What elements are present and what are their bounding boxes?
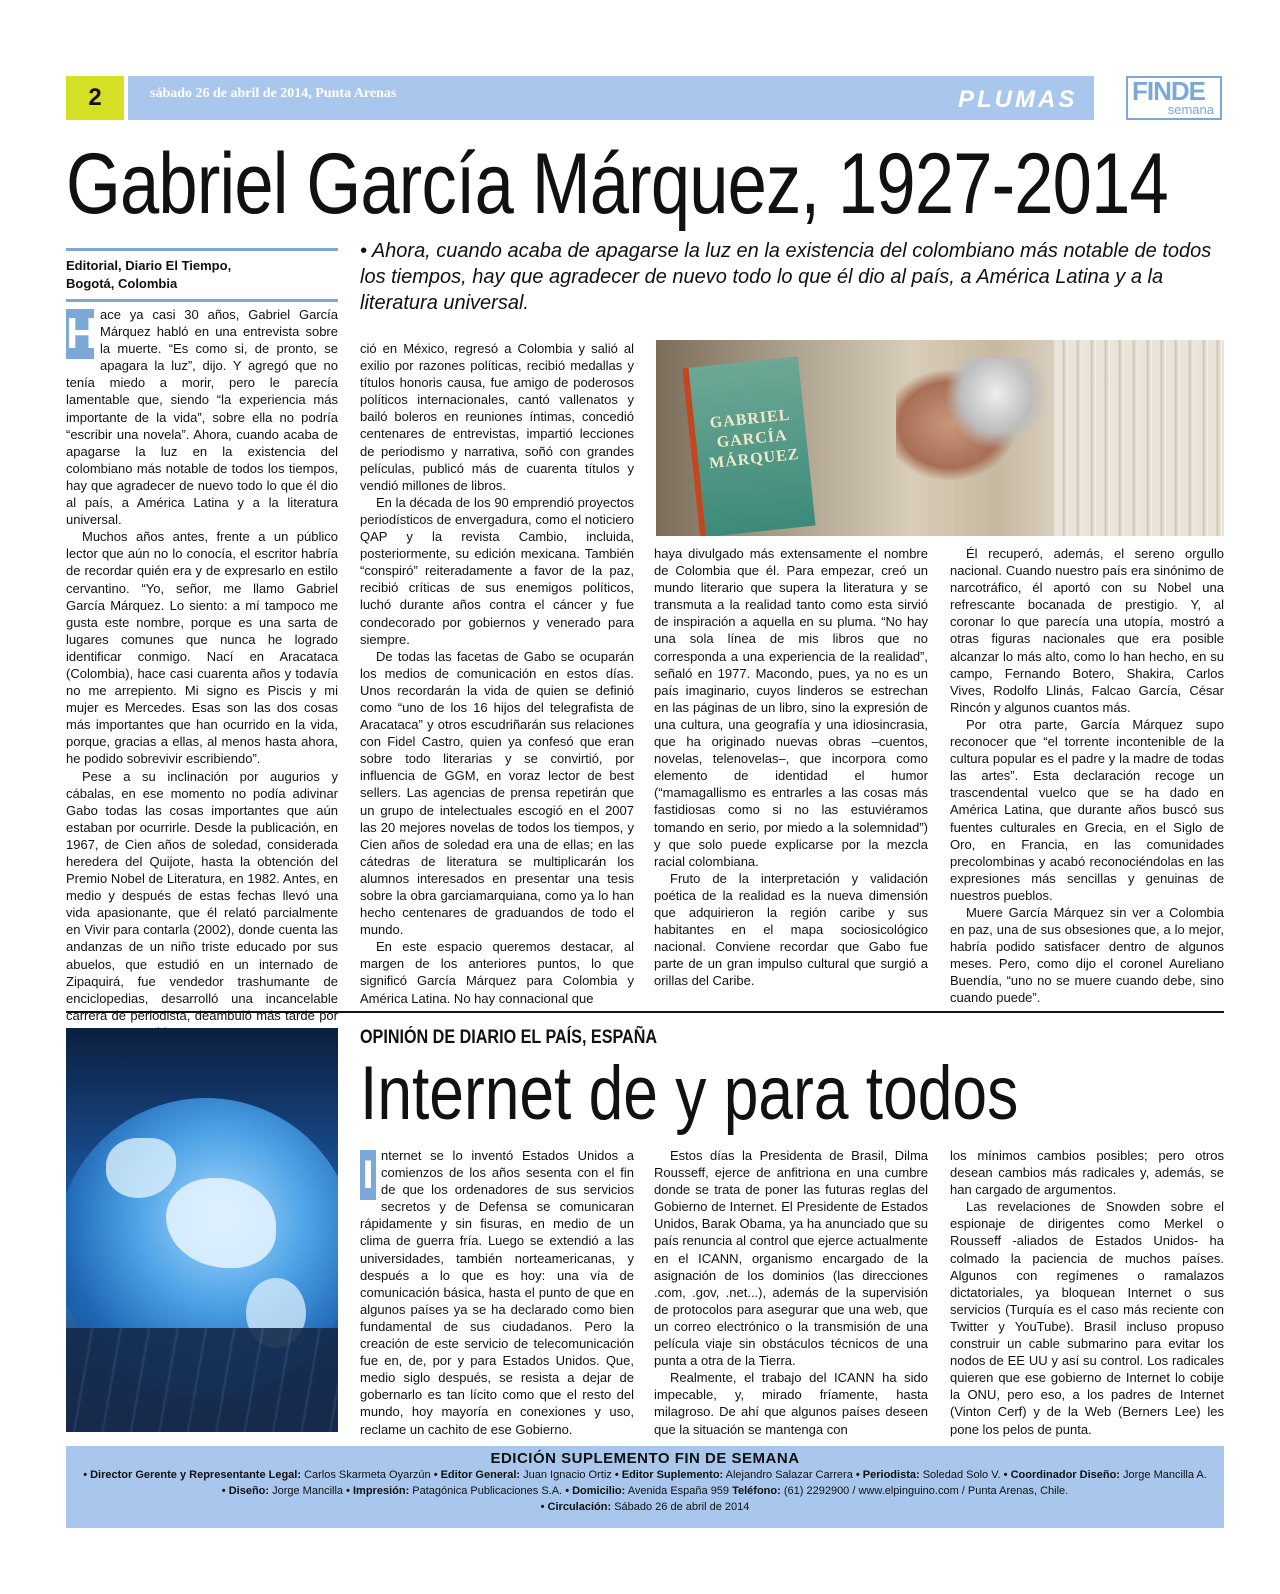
- book-cover: [682, 356, 815, 536]
- byline-location: Bogotá, Colombia: [66, 276, 178, 291]
- paragraph: En este espacio queremos destacar, al margen de los anteriores puntos, lo que significó García Márquez para Colombia y América Latina. No hay connacional que: [360, 939, 634, 1006]
- paragraph: Realmente, el trabajo del ICANN ha sido impecable, y, mirado fríamente, hasta milagroso. De ahí que algunos países deseen que la situación se mantenga con: [654, 1370, 928, 1437]
- credit-value: Soledad Solo V.: [922, 1469, 1001, 1481]
- paragraph: haya divulgado más extensamente el nombre de Colombia que él. Para empezar, creó un mundo literario que supera la literatura y se transmuta a la realidad tanto como esta sirvió de inspiración a aquella en su pluma. “No hay una sola línea de mis libros que no corresponda a una experiencia de la realidad”, señaló en 1977. Macondo, pues, ya no es un país imaginario, cuyos linderos se estrechan en las páginas de un libro, sino la expresión de una cultura, una geografía y una idiosincrasia, que ha originado nuevas obras –cuentos, novelas, telenovelas–, que incorpora como elemento de identidad el humor (“mamagallismo es entrarles a las cosas más fastidiosas como si no las estuviéramos tomando en serio, por miedo a la solemnidad”) y que solo puede explicarse por la mezcla racial colombiana.: [654, 546, 928, 869]
- paragraph: [360, 1147, 634, 1438]
- article2-column-3: [950, 1147, 1224, 1438]
- footer-credits-line-3: [66, 1499, 1224, 1515]
- section-divider: [66, 1011, 1224, 1013]
- headline-garcia-marquez: Gabriel García Márquez, 1927-2014: [66, 136, 1168, 232]
- credit-value: Avenida España 959: [627, 1485, 730, 1497]
- dateline: sábado 26 de abril de 2014, Punta Arenas: [150, 86, 397, 101]
- bookshelf: [1054, 340, 1224, 536]
- article1-column-4: [950, 545, 1224, 1007]
- portrait-hair: [946, 358, 1046, 448]
- credit-key: • Circulación:: [540, 1501, 612, 1513]
- credit-key: • Periodista:: [855, 1469, 920, 1481]
- photo-garcia-marquez-reading: [656, 340, 1224, 536]
- credit-key: • Impresión:: [346, 1485, 410, 1497]
- byline: [66, 248, 338, 302]
- paragraph: ció en México, regresó a Colombia y salió al exilio por razones políticas, recibió medallas y títulos honoris causa, fue amigo de poderosos políticos internacionales, cantó vallenatos y bailó boleros en reuniones íntimas, concedió centenares de entrevistas, impartió lecciones de periodismo y narrativa, soñó con grandes películas, publicó más de cuarenta títulos y vendió millones de libros.: [360, 341, 634, 493]
- paragraph: Muchos años antes, frente a un público lector que aún no lo conocía, el escritor habría de recordar quién era y de expresarlo en estilo cervantino. “Yo, señor, me llamo Gabriel García Márquez. Lo siento: a mí tampoco me gusta este nombre, porque es una sarta de lugares comunes que nunca he logrado identificar conmigo. Nací en Aracataca (Colombia), hace casi cuarenta años y todavía no me arrepiento. Mi signo es Piscis y mi mujer es Mercedes. Esas son las dos cosas más importantes que han ocurrido en la vida, porque, gracias a ellas, al menos hasta ahora, he podido sobrevivir escribiendo”.: [66, 529, 338, 767]
- paragraph: [66, 306, 338, 528]
- logo-semana-text: semana: [1167, 102, 1214, 117]
- credit-value: Alejandro Salazar Carrera: [725, 1469, 853, 1481]
- logo-finde-text: FINDE: [1132, 76, 1205, 106]
- article2-column-1: [360, 1147, 634, 1438]
- section-title: PLUMAS: [958, 86, 1078, 113]
- credit-key: • Diseño:: [221, 1485, 270, 1497]
- headline-internet: Internet de y para todos: [360, 1051, 1019, 1136]
- credit-value: Jorge Mancilla A.: [1123, 1469, 1207, 1481]
- credit-value: Juan Ignacio Ortiz: [523, 1469, 612, 1481]
- paragraph: De todas las facetas de Gabo se ocuparán los medios de comunicación en estos días. Unos recordarán la vida de quien se definió como “uno de los 16 hijos del telegrafista de Aracataca” y otros escudriñarán sus relaciones con Fidel Castro, quien ya confesó que eran sobre todo literarias y se convirtió, por influencia de GGM, en voraz lector de best sellers. Las agencias de prensa repetirán que un grupo de intelectuales escogió en el 2007 las 20 mejores novelas de todos los tiempos, y Cien años de soledad era una de ellas; en las cátedras de literatura se multiplicarán los alumnos interesados en presentar una tesis sobre la obra garciamarquiana, como ya lo han hecho centenares de graduandos de todo el mundo.: [360, 648, 634, 938]
- article1-column-1: [66, 306, 338, 1041]
- credits-footer: [66, 1446, 1224, 1528]
- credit-key: Teléfono:: [732, 1485, 781, 1497]
- page-number: 2: [66, 76, 124, 120]
- credit-value: (61) 2292900 / www.elpinguino.com / Punta Arenas, Chile.: [783, 1485, 1069, 1497]
- paragraph: Muere García Márquez sin ver a Colombia en paz, una de sus obsesiones que, a lo mejor, habría podido satisfacer dentro de algunos meses. Pero, como dijo el coronel Aureliano Buendía, “uno no se muere cuando debe, sino cuando puede”.: [950, 904, 1224, 1006]
- credit-value: Patagónica Publicaciones S.A.: [412, 1485, 563, 1497]
- paragraph: En la década de los 90 emprendió proyectos periodísticos de envergadura, como el noticiero QAP y la revista Cambio, incluida, posteriormente, su edición mexicana. También “conspiró” reiteradamente a favor de la paz, recibió críticas de sus enemigos políticos, luchó durante años contra el cáncer y fue condecorado por gobiernos y venerado para siempre.: [360, 494, 634, 647]
- credit-key: • Director Gerente y Representante Legal:: [83, 1469, 302, 1481]
- footer-credits-line-2: [66, 1483, 1224, 1499]
- finde-semana-logo: [1126, 76, 1222, 120]
- dropcap: I: [360, 1150, 376, 1200]
- credit-value: Carlos Skarmeta Oyarzún: [304, 1469, 431, 1481]
- credit-key: • Coordinador Diseño:: [1003, 1469, 1120, 1481]
- paragraph-text: nternet se lo inventó Estados Unidos a comienzos de los años sesenta con el fin de que los ordenadores de sus servicios secretos y de Defensa se comunicaran rápidamente y sin fisuras, en medio de un clima de guerra fría. Luego se extendió a las universidades, también norteamericanas, y después a lo que es hoy: una vía de comunicación básica, hasta el punto de que en algunos países ya se ha declarado como bien fundamental de sus ciudadanos. Pero la creación de este servicio de telecomunicación fue en, de, por y para Estados Unidos. Que, medio siglo después, se resista a dejar de gobernarlo es tan lícito como que el resto del mundo, hoy mayoría en conexiones y uso, reclame un cachito de ese Gobierno.: [360, 1148, 634, 1437]
- paragraph: Estos días la Presidenta de Brasil, Dilma Rousseff, ejerce de anfitriona en una cumbre donde se trata de poner las futuras reglas del Gobierno de Internet. El Presidente de Estados Unidos, Barak Obama, ya ha anunciado que su país renuncia al control que ejerce actualmente en el ICANN, organismo encargado de la asignación de los dominios (las direcciones .com, .gov, .net...), además de la supervisión de protocolos para asegurar que una web, que un correo electrónico o la transmisión de una película viaje sin obstáculos técnicos de una punta a otra de la Tierra.: [654, 1148, 928, 1369]
- paragraph: Él recuperó, además, el sereno orgullo nacional. Cuando nuestro país era sinónimo de narcotráfico, él aportó con su Nobel una refrescante bocanada de prestigio. Y, al coronar lo que parecía una utopía, mostró a otras figuras nacionales que era posible alcanzar lo más alto, como lo han hecho, en su campo, Fernando Botero, Shakira, Carlos Vives, Rodolfo Llinás, Falcao García, César Rincón y algunos cuantos más.: [950, 546, 1224, 715]
- footer-title: EDICIÓN SUPLEMENTO FIN DE SEMANA: [490, 1450, 800, 1467]
- credit-value: Sábado 26 de abril de 2014: [614, 1501, 750, 1513]
- footer-credits-line-1: [66, 1467, 1224, 1483]
- credit-key: • Domicilio:: [565, 1485, 626, 1497]
- article2-column-2: [654, 1147, 928, 1438]
- deck-summary: • Ahora, cuando acaba de apagarse la luz en la existencia del colombiano más notable de todos los tiempos, hay que agradecer de nuevo todo lo que él dio al país, a América Latina y a la literatura universal.: [360, 240, 1212, 314]
- article1-column-2: [360, 340, 634, 1007]
- paragraph-text: ace ya casi 30 años, Gabriel García Márquez habló en una entrevista sobre la muerte. “Es como si, de pronto, se apagara la luz”, dijo. Y agregó que no tenía miedo a morir, pero le parecía lamentable que, siendo “la experiencia más importante de la vida”, sobre ella no podría “escribir una novela”. Ahora, cuando acaba de apagarse la luz en la existencia del colombiano más notable de todos los tiempos, hay que agradecer de nuevo todo lo que él dio al país, a América Latina y a la literatura universal.: [66, 307, 338, 528]
- byline-source: Editorial, Diario El Tiempo,: [66, 258, 232, 273]
- paragraph: los mínimos cambios posibles; pero otros desean cambios más radicales y, además, se han cargado de argumentos.: [950, 1148, 1224, 1198]
- credit-key: • Editor Suplemento:: [614, 1469, 724, 1481]
- keyboard-backdrop: [66, 1328, 338, 1432]
- photo-globe-keyboard: [66, 1028, 338, 1432]
- paragraph: Por otra parte, García Márquez supo reconocer que “el torrente incontenible de la cultura popular es el padre y la madre de todas las artes”. Esta declaración recoge un trascendental vuelco que se ha dado en América Latina, que durante años buscó sus fuentes culturales en Grecia, en el Siglo de Oro, en Francia, en las comunidades precolombinas y acabó reconociéndolas en las expresiones más sencillas y genuinas de nuestros pueblos.: [950, 716, 1224, 903]
- article1-column-3: [654, 545, 928, 989]
- credit-key: • Editor General:: [433, 1469, 521, 1481]
- book-title: GABRIEL GARCÍA MÁRQUEZ: [708, 406, 801, 473]
- paragraph: Fruto de la interpretación y validación poética de la realidad es la nueva dimensión que adquirieron la región caribe y sus habitantes en el mapa sociosicológico nacional. Conviene recordar que Gabo fue parte de un gran impulso cultural que surgió a orillas del Caribe.: [654, 870, 928, 989]
- credit-value: Jorge Mancilla: [272, 1485, 344, 1497]
- article2-kicker: OPINIÓN DE DIARIO EL PAÍS, ESPAÑA: [360, 1027, 658, 1048]
- paragraph: Las revelaciones de Snowden sobre el espionaje de dirigentes como Merkel o Rousseff -aliados de Estados Unidos- ha colmado la paciencia de muchos países. Algunos con regímenes o ramalazos dictatoriales, ya bloquean Internet o sus servicios (Turquía es el caso más reciente con Twitter y YouTube). Brasil incluso propuso construir un cable submarino para evitar los nodos de EE UU y así su control. Los radicales quieren que ese gobierno de Internet lo cobije la ONU, pero eso, a los padres de Internet (Vinton Cerf) y de la Web (Berners Lee) les pone los pelos de punta.: [950, 1199, 1224, 1437]
- dropcap: H: [66, 309, 98, 358]
- paragraph: Pese a su inclinación por augurios y cábalas, en ese momento no podía adivinar Gabo todas las cosas importantes que aún estaban por ocurrirle. Desde la publicación, en 1967, de Cien años de soledad, considerada heredera del Quijote, hasta la obtención del Premio Nobel de Literatura, en 1982. Antes, en medio y después de estas fechas llevó una vida apasionante, que él relató parcialmente en Vivir para contarla (2002), donde cuenta las andanzas de un niño triste educado por sus abuelos, que estudió en un internado de Zipaquirá, fue vendedor trashumante de enciclopedias, desarrolló una incancelable carrera de periodista, deambuló más tarde por: [66, 768, 338, 1023]
